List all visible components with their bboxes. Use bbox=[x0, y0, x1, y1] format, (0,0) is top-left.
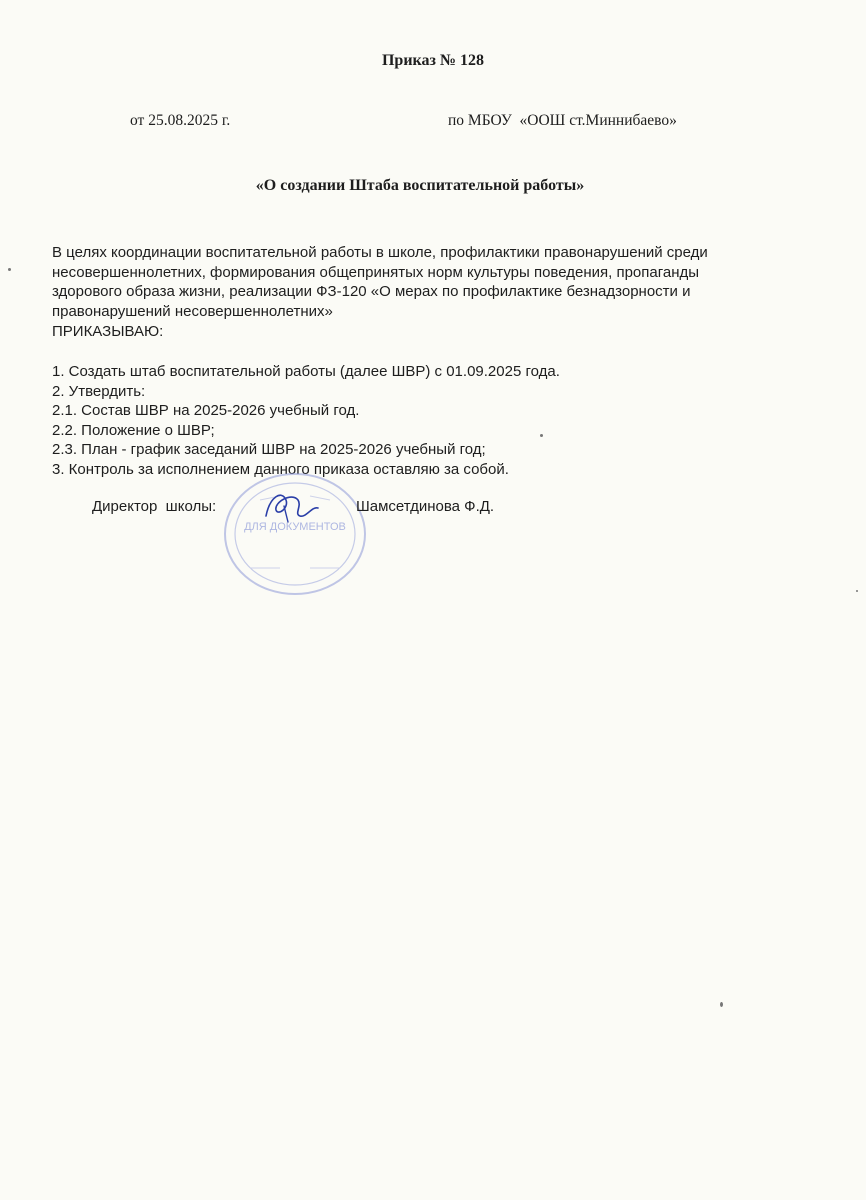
order-items-list bbox=[52, 362, 560, 480]
scan-speck bbox=[8, 268, 11, 271]
preamble-line: здорового образа жизни, реализации ФЗ-120 «О мерах по профилактике безнадзорности и bbox=[52, 283, 691, 300]
signatory-title: Директор школы: bbox=[92, 498, 217, 515]
preamble-line: несовершеннолетних, формирования общепринятых норм культуры поведения, пропаганды bbox=[52, 263, 700, 281]
preamble-line: правонарушений несовершеннолетних» bbox=[52, 302, 333, 320]
stamp-label: ДЛЯ ДОКУМЕНТОВ bbox=[244, 521, 346, 533]
order-subject: «О создании Штаба воспитательной работы» bbox=[255, 177, 585, 194]
organization-name: по МБОУ «ООШ ст.Миннибаево» bbox=[448, 112, 677, 129]
order-item: 2. Утвердить: bbox=[52, 382, 146, 400]
preamble-line: В целях координации воспитательной работы в школе, профилактики правонарушений среди bbox=[52, 244, 708, 261]
scan-speck bbox=[540, 434, 543, 437]
order-item: 2.3. План - график заседаний ШВР на 2025-2026 учебный год; bbox=[52, 441, 486, 459]
preamble bbox=[52, 243, 772, 321]
order-item: 1. Создать штаб воспитательной работы (далее ШВР) с 01.09.2025 года. bbox=[52, 363, 560, 380]
signatory-name: Шамсетдинова Ф.Д. bbox=[356, 498, 495, 515]
order-item: 2.1. Состав ШВР на 2025-2026 учебный год. bbox=[52, 402, 360, 420]
scan-speck bbox=[720, 1002, 723, 1007]
order-item: 2.2. Положение о ШВР; bbox=[52, 421, 215, 439]
order-word: ПРИКАЗЫВАЮ: bbox=[52, 323, 164, 340]
order-date: от 25.08.2025 г. bbox=[130, 112, 231, 129]
order-title: Приказ № 128 bbox=[381, 52, 485, 69]
scan-speck bbox=[856, 590, 858, 592]
order-item: 3. Контроль за исполнением данного приказа оставляю за собой. bbox=[52, 460, 509, 478]
signature-mark bbox=[248, 486, 328, 526]
